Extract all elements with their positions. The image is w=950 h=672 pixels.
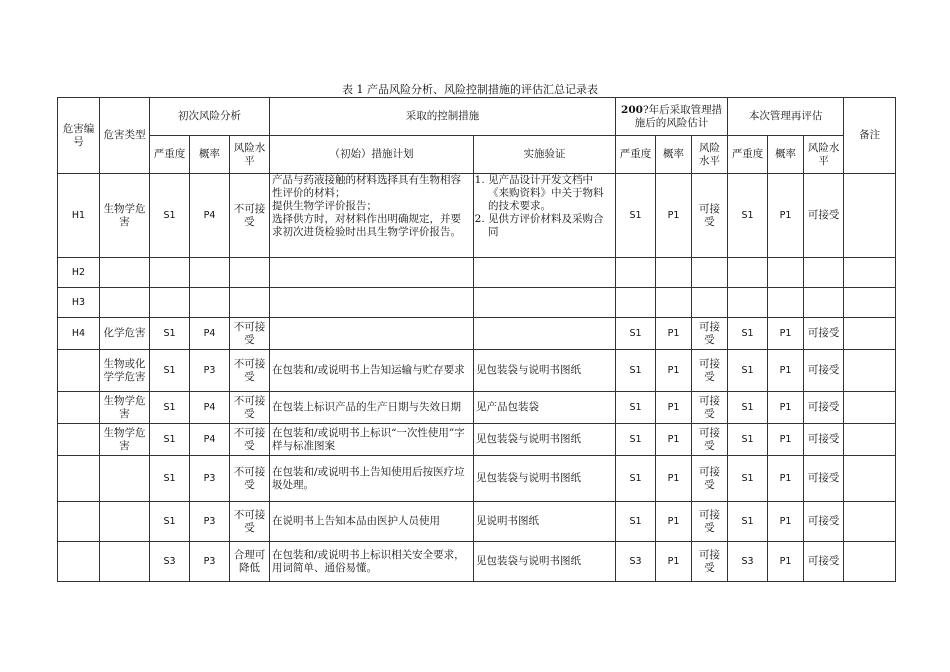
initial-plan: 在包装和/或说明书上标识“一次性使用”字样与标准图案 [270,424,474,456]
hazard-no [58,392,100,424]
remarks [844,542,896,582]
risk-level-reassess: 可接受 [804,424,844,456]
risk-level-reassess: 可接受 [804,392,844,424]
header-hazard-no: 危害编号 [58,98,100,174]
probability-post: P1 [656,318,692,350]
risk-level: 不可接受 [230,174,270,258]
hazard-no: H2 [58,258,100,288]
verification: 见包装袋与说明书图纸 [474,456,616,502]
hazard-type: 生物学危害 [100,174,150,258]
header-severity: 严重度 [150,136,190,174]
severity-reassess: S1 [728,350,768,392]
severity-post: S1 [616,502,656,542]
hazard-type [100,456,150,502]
risk-level-post: 可接受 [692,318,728,350]
severity-reassess: S3 [728,542,768,582]
verification: 见产品包装袋 [474,392,616,424]
probability-post: P1 [656,174,692,258]
table-row [58,174,896,258]
risk-level-reassess: 可接受 [804,456,844,502]
risk-level: 不可接受 [230,424,270,456]
probability-post: P1 [656,502,692,542]
probability: P3 [190,456,230,502]
table-row [58,542,896,582]
header-probability-2: 概率 [656,136,692,174]
hazard-no [58,502,100,542]
severity-reassess: S1 [728,392,768,424]
header-risk-level-3: 风险水平 [804,136,844,174]
initial-plan: 在包装和/或说明书上告知运输与贮存要求 [270,350,474,392]
header-probability: 概率 [190,136,230,174]
probability-post: P1 [656,424,692,456]
hazard-type [100,502,150,542]
risk-level-post: 可接受 [692,542,728,582]
header-row-1 [58,98,896,136]
probability-post: P1 [656,350,692,392]
header-post-estimate-text: ?年后采取管理措施后的风险估计 [634,103,723,129]
probability-post: P1 [656,456,692,502]
severity-reassess: S1 [728,424,768,456]
severity-post: S1 [616,424,656,456]
risk-level-reassess: 可接受 [804,318,844,350]
header-risk-level-2: 风险水平 [692,136,728,174]
probability: P4 [190,424,230,456]
table-row [58,502,896,542]
severity-reassess: S1 [728,318,768,350]
severity-reassess: S1 [728,174,768,258]
verification: 见说明书图纸 [474,502,616,542]
risk-level-post: 可接受 [692,392,728,424]
severity-reassess: S1 [728,502,768,542]
risk-level: 不可接受 [230,456,270,502]
initial-plan: 产品与药液接触的材料选择具有生物相容性评价的材料； 提供生物学评价报告； 选择供方时，对材料作出明确规定，并要求初次进货检验时出具生物学评价报告。 [270,174,474,258]
severity-post: S1 [616,392,656,424]
probability: P3 [190,502,230,542]
verification: 见包装袋与说明书图纸 [474,542,616,582]
hazard-no: H4 [58,318,100,350]
risk-level-post: 可接受 [692,424,728,456]
risk-level: 合理可降低 [230,542,270,582]
risk-level-post: 可接受 [692,350,728,392]
header-initial-plan: （初始）措施计划 [270,136,474,174]
severity: S1 [150,174,190,258]
table-row [58,392,896,424]
initial-plan: 在包装上标识产品的生产日期与失效日期 [270,392,474,424]
table-caption: 表 1 产品风险分析、风险控制措施的评估汇总记录表 [342,83,598,96]
probability-reassess: P1 [768,174,804,258]
hazard-type: 生物学危害 [100,424,150,456]
severity: S3 [150,542,190,582]
severity-post: S3 [616,542,656,582]
hazard-no [58,424,100,456]
list-item: 2. 见供方评价材料及采购合同 [488,213,613,239]
risk-level-post: 可接受 [692,174,728,258]
header-severity-2: 严重度 [616,136,656,174]
initial-plan: 在包装和/或说明书上告知使用后按医疗垃圾处理。 [270,456,474,502]
hazard-type [100,542,150,582]
risk-level: 不可接受 [230,502,270,542]
probability: P3 [190,350,230,392]
table-row [58,350,896,392]
remarks [844,318,896,350]
risk-level: 不可接受 [230,350,270,392]
probability-reassess: P1 [768,318,804,350]
verification [474,318,616,350]
severity: S1 [150,350,190,392]
probability: P4 [190,392,230,424]
severity-post: S1 [616,456,656,502]
hazard-no: H3 [58,288,100,318]
verification: 见包装袋与说明书图纸 [474,424,616,456]
table-row [58,318,896,350]
probability-reassess: P1 [768,456,804,502]
header-control-measures: 采取的控制措施 [270,98,616,136]
severity: S1 [150,502,190,542]
initial-plan: 在包装和/或说明书上标识相关安全要求，用词简单、通俗易懂。 [270,542,474,582]
probability: P4 [190,174,230,258]
severity-post: S1 [616,318,656,350]
risk-level: 不可接受 [230,318,270,350]
probability: P3 [190,542,230,582]
header-post-estimate-year: 200 [621,103,643,116]
table-row [58,456,896,502]
initial-plan: 在说明书上告知本品由医护人员使用 [270,502,474,542]
remarks [844,174,896,258]
table-row [58,288,896,318]
risk-level-reassess: 可接受 [804,502,844,542]
remarks [844,456,896,502]
severity: S1 [150,456,190,502]
severity-post: S1 [616,174,656,258]
hazard-no: H1 [58,174,100,258]
verification [474,174,616,258]
severity: S1 [150,424,190,456]
header-reassessment: 本次管理再评估 [728,98,844,136]
header-hazard-type: 危害类型 [100,98,150,174]
remarks [844,350,896,392]
hazard-type: 生物或化学学危害 [100,350,150,392]
hazard-type: 生物学危害 [100,392,150,424]
severity: S1 [150,318,190,350]
hazard-no [58,542,100,582]
probability-reassess: P1 [768,502,804,542]
probability-reassess: P1 [768,424,804,456]
probability-reassess: P1 [768,392,804,424]
list-item: 1. 见产品设计开发文档中《来购资料》中关于物料的技术要求。 [488,174,613,213]
header-probability-3: 概率 [768,136,804,174]
probability-post: P1 [656,542,692,582]
risk-level-reassess: 可接受 [804,542,844,582]
risk-level-post: 可接受 [692,456,728,502]
risk-assessment-table [57,97,896,582]
probability-post: P1 [656,392,692,424]
remarks [844,424,896,456]
initial-plan [270,318,474,350]
severity-reassess: S1 [728,456,768,502]
table-row [58,424,896,456]
hazard-no [58,456,100,502]
table-row [58,258,896,288]
probability: P4 [190,318,230,350]
risk-level-reassess: 可接受 [804,350,844,392]
header-severity-3: 严重度 [728,136,768,174]
header-row-2 [58,136,896,174]
header-remarks: 备注 [844,98,896,174]
probability-reassess: P1 [768,542,804,582]
severity: S1 [150,392,190,424]
header-risk-level: 风险水平 [230,136,270,174]
header-verification: 实施验证 [474,136,616,174]
verification: 见包装袋与说明书图纸 [474,350,616,392]
header-initial-analysis: 初次风险分析 [150,98,270,136]
risk-level-post: 可接受 [692,502,728,542]
risk-level-reassess: 可接受 [804,174,844,258]
verification-list [476,174,613,239]
severity-post: S1 [616,350,656,392]
remarks [844,392,896,424]
risk-level: 不可接受 [230,392,270,424]
header-post-estimate [616,98,728,136]
probability-reassess: P1 [768,350,804,392]
remarks [844,502,896,542]
hazard-no [58,350,100,392]
hazard-type: 化学危害 [100,318,150,350]
